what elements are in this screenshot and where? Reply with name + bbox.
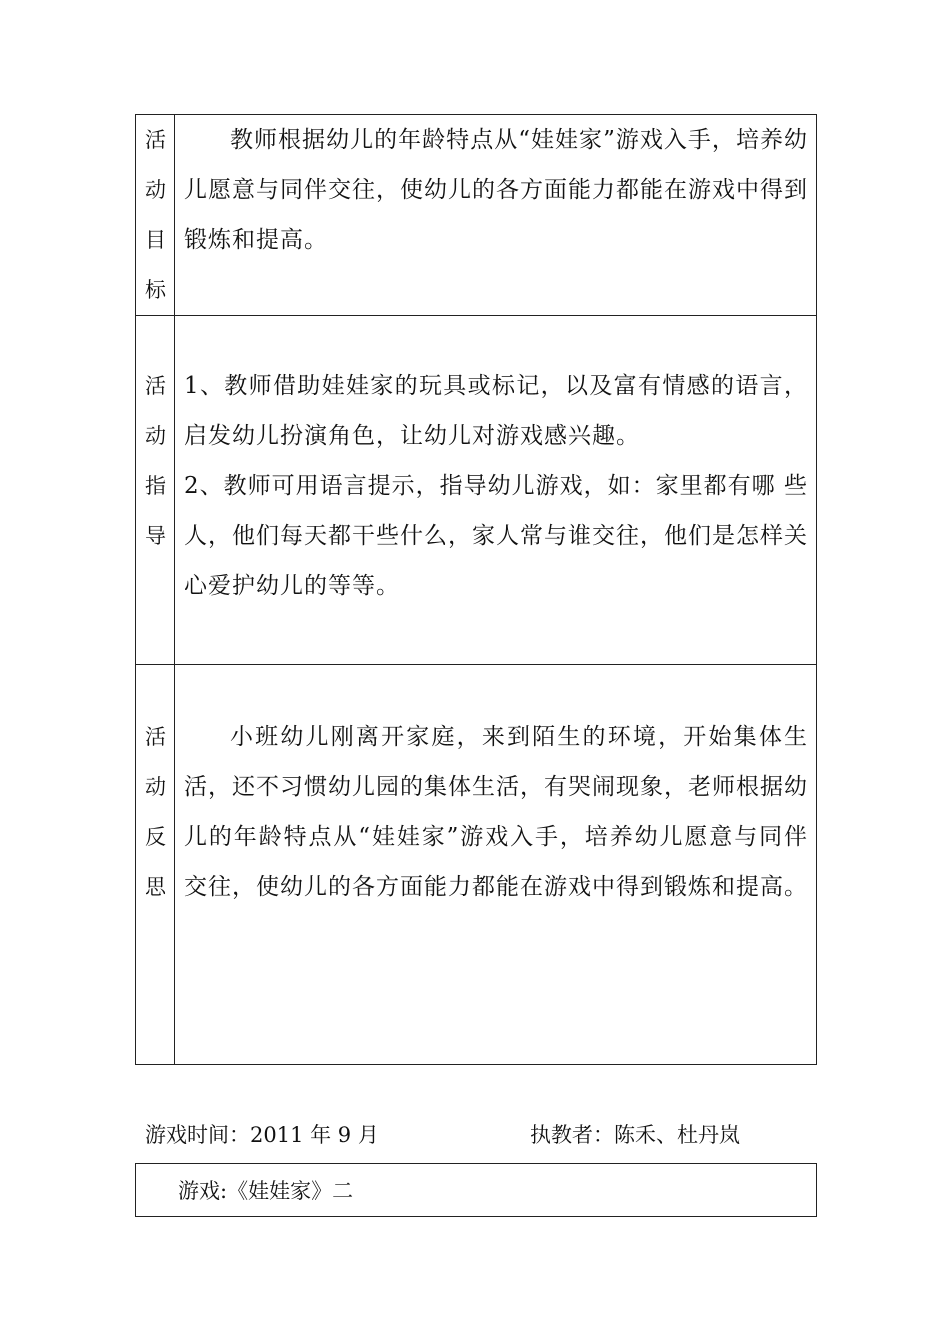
teacher-text: 执教者：陈禾、杜丹岚 [530,1123,740,1147]
label-char: 导 [145,524,166,548]
label-char: 思 [145,875,166,899]
paragraph: 小班幼儿刚离开家庭，来到陌生的环境，开始集体生活，还不习惯幼儿园的集体生活，有哭闹现象，老师根据幼儿的年龄特点从“娃娃家”游戏入手，培养幼儿愿意与同伴交往，使幼儿的各方面能力都能在游戏中得到锻炼和提高。 [184,724,808,900]
row-label-cell [136,665,175,1064]
row-content [184,115,808,265]
game-title-box [135,1163,817,1217]
label-char: 目 [145,228,166,252]
label-char: 动 [145,424,166,448]
label-char: 标 [145,278,166,302]
label-char: 指 [145,474,166,498]
paragraph: 1、教师借助娃娃家的玩具或标记，以及富有情感的语言，启发幼儿扮演角色，让幼儿对游戏感兴趣。 [184,373,808,449]
row-label [136,361,175,561]
label-char: 活 [145,128,166,152]
label-char: 动 [145,178,166,202]
table-row-activity-goal [136,115,816,316]
row-content [184,712,808,912]
row-label-cell [136,115,175,315]
table-row-activity-guidance [136,316,816,665]
game-time-text: 游戏时间：2011 年 9 月 [145,1123,379,1147]
label-char: 活 [145,374,166,398]
label-char: 动 [145,775,166,799]
activity-table [135,114,817,1065]
paragraph: 教师根据幼儿的年龄特点从“娃娃家”游戏入手，培养幼儿愿意与同伴交往，使幼儿的各方面能力都能在游戏中得到锻炼和提高。 [184,127,808,253]
game-title: 游戏:《娃娃家》二 [178,1179,354,1203]
label-char: 反 [145,825,166,849]
row-label [136,712,175,912]
table-row-activity-reflection [136,665,816,1064]
label-char: 活 [145,725,166,749]
row-content [184,361,808,611]
row-label [136,115,175,315]
paragraph: 2、教师可用语言提示，指导幼儿游戏，如：家里都有哪 些人，他们每天都干些什么，家人常与谁交往，他们是怎样关心爱护幼儿的等等。 [184,473,808,599]
row-label-cell [136,316,175,664]
